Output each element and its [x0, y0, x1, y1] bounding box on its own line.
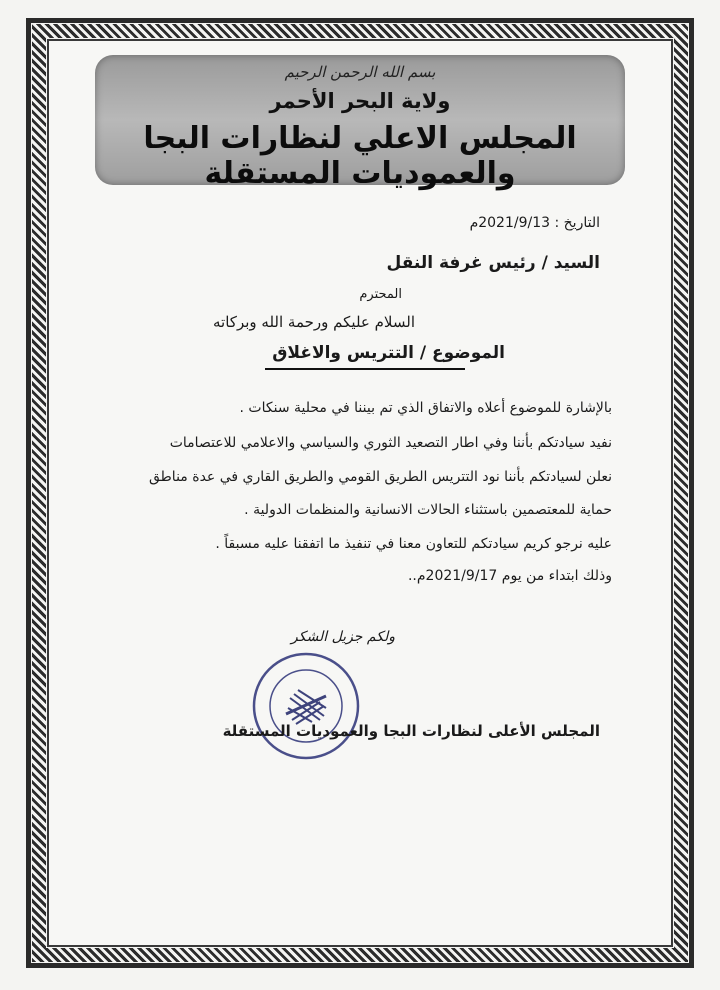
respected-label: المحترم: [359, 287, 402, 302]
recipient: السيد / رئيس غرفة النقل: [386, 253, 600, 273]
basmala: بسم الله الرحمن الرحيم: [284, 63, 436, 81]
paragraph-line: بالإشارة للموضوع أعلاه والاتفاق الذي تم بيننا في محلية سنكات .: [239, 400, 612, 416]
subject-underline: [265, 368, 465, 370]
official-stamp: [250, 650, 362, 762]
letterhead-banner: [95, 55, 625, 191]
state-name: ولاية البحر الأحمر: [269, 89, 451, 113]
subject-line: الموضوع / التتريس والاغلاق: [272, 343, 505, 363]
council-name: المجلس الاعلي لنظارات البجا والعموديات المستقلة: [143, 121, 577, 191]
letter-date: التاريخ : 2021/9/13م: [469, 215, 600, 231]
paragraph-line: نعلن لسيادتكم بأننا نود التتريس الطريق القومي والطريق القاري في عدة مناطق: [148, 469, 612, 485]
paragraph-line: نفيد سيادتكم بأننا وفي اطار التصعيد الثوري والسياسي والاعلامي للاعتصامات: [169, 435, 612, 451]
signature-block: المجلس الأعلى لنظارات البجا والعموديات المستقلة: [222, 722, 600, 740]
closing-thanks: ولكم جزيل الشكر: [291, 629, 395, 645]
greeting: السلام عليكم ورحمة الله وبركاته: [213, 313, 415, 331]
paragraph-line: عليه نرجو كريم سيادتكم للتعاون معنا في تنفيذ ما اتفقنا عليه مسبقاً .: [215, 536, 612, 552]
paragraph-line: وذلك ابتداء من يوم 2021/9/17م..: [407, 568, 612, 584]
paragraph-line: حماية للمعتصمين باستثناء الحالات الانسانية والمنظمات الدولية .: [244, 502, 612, 518]
